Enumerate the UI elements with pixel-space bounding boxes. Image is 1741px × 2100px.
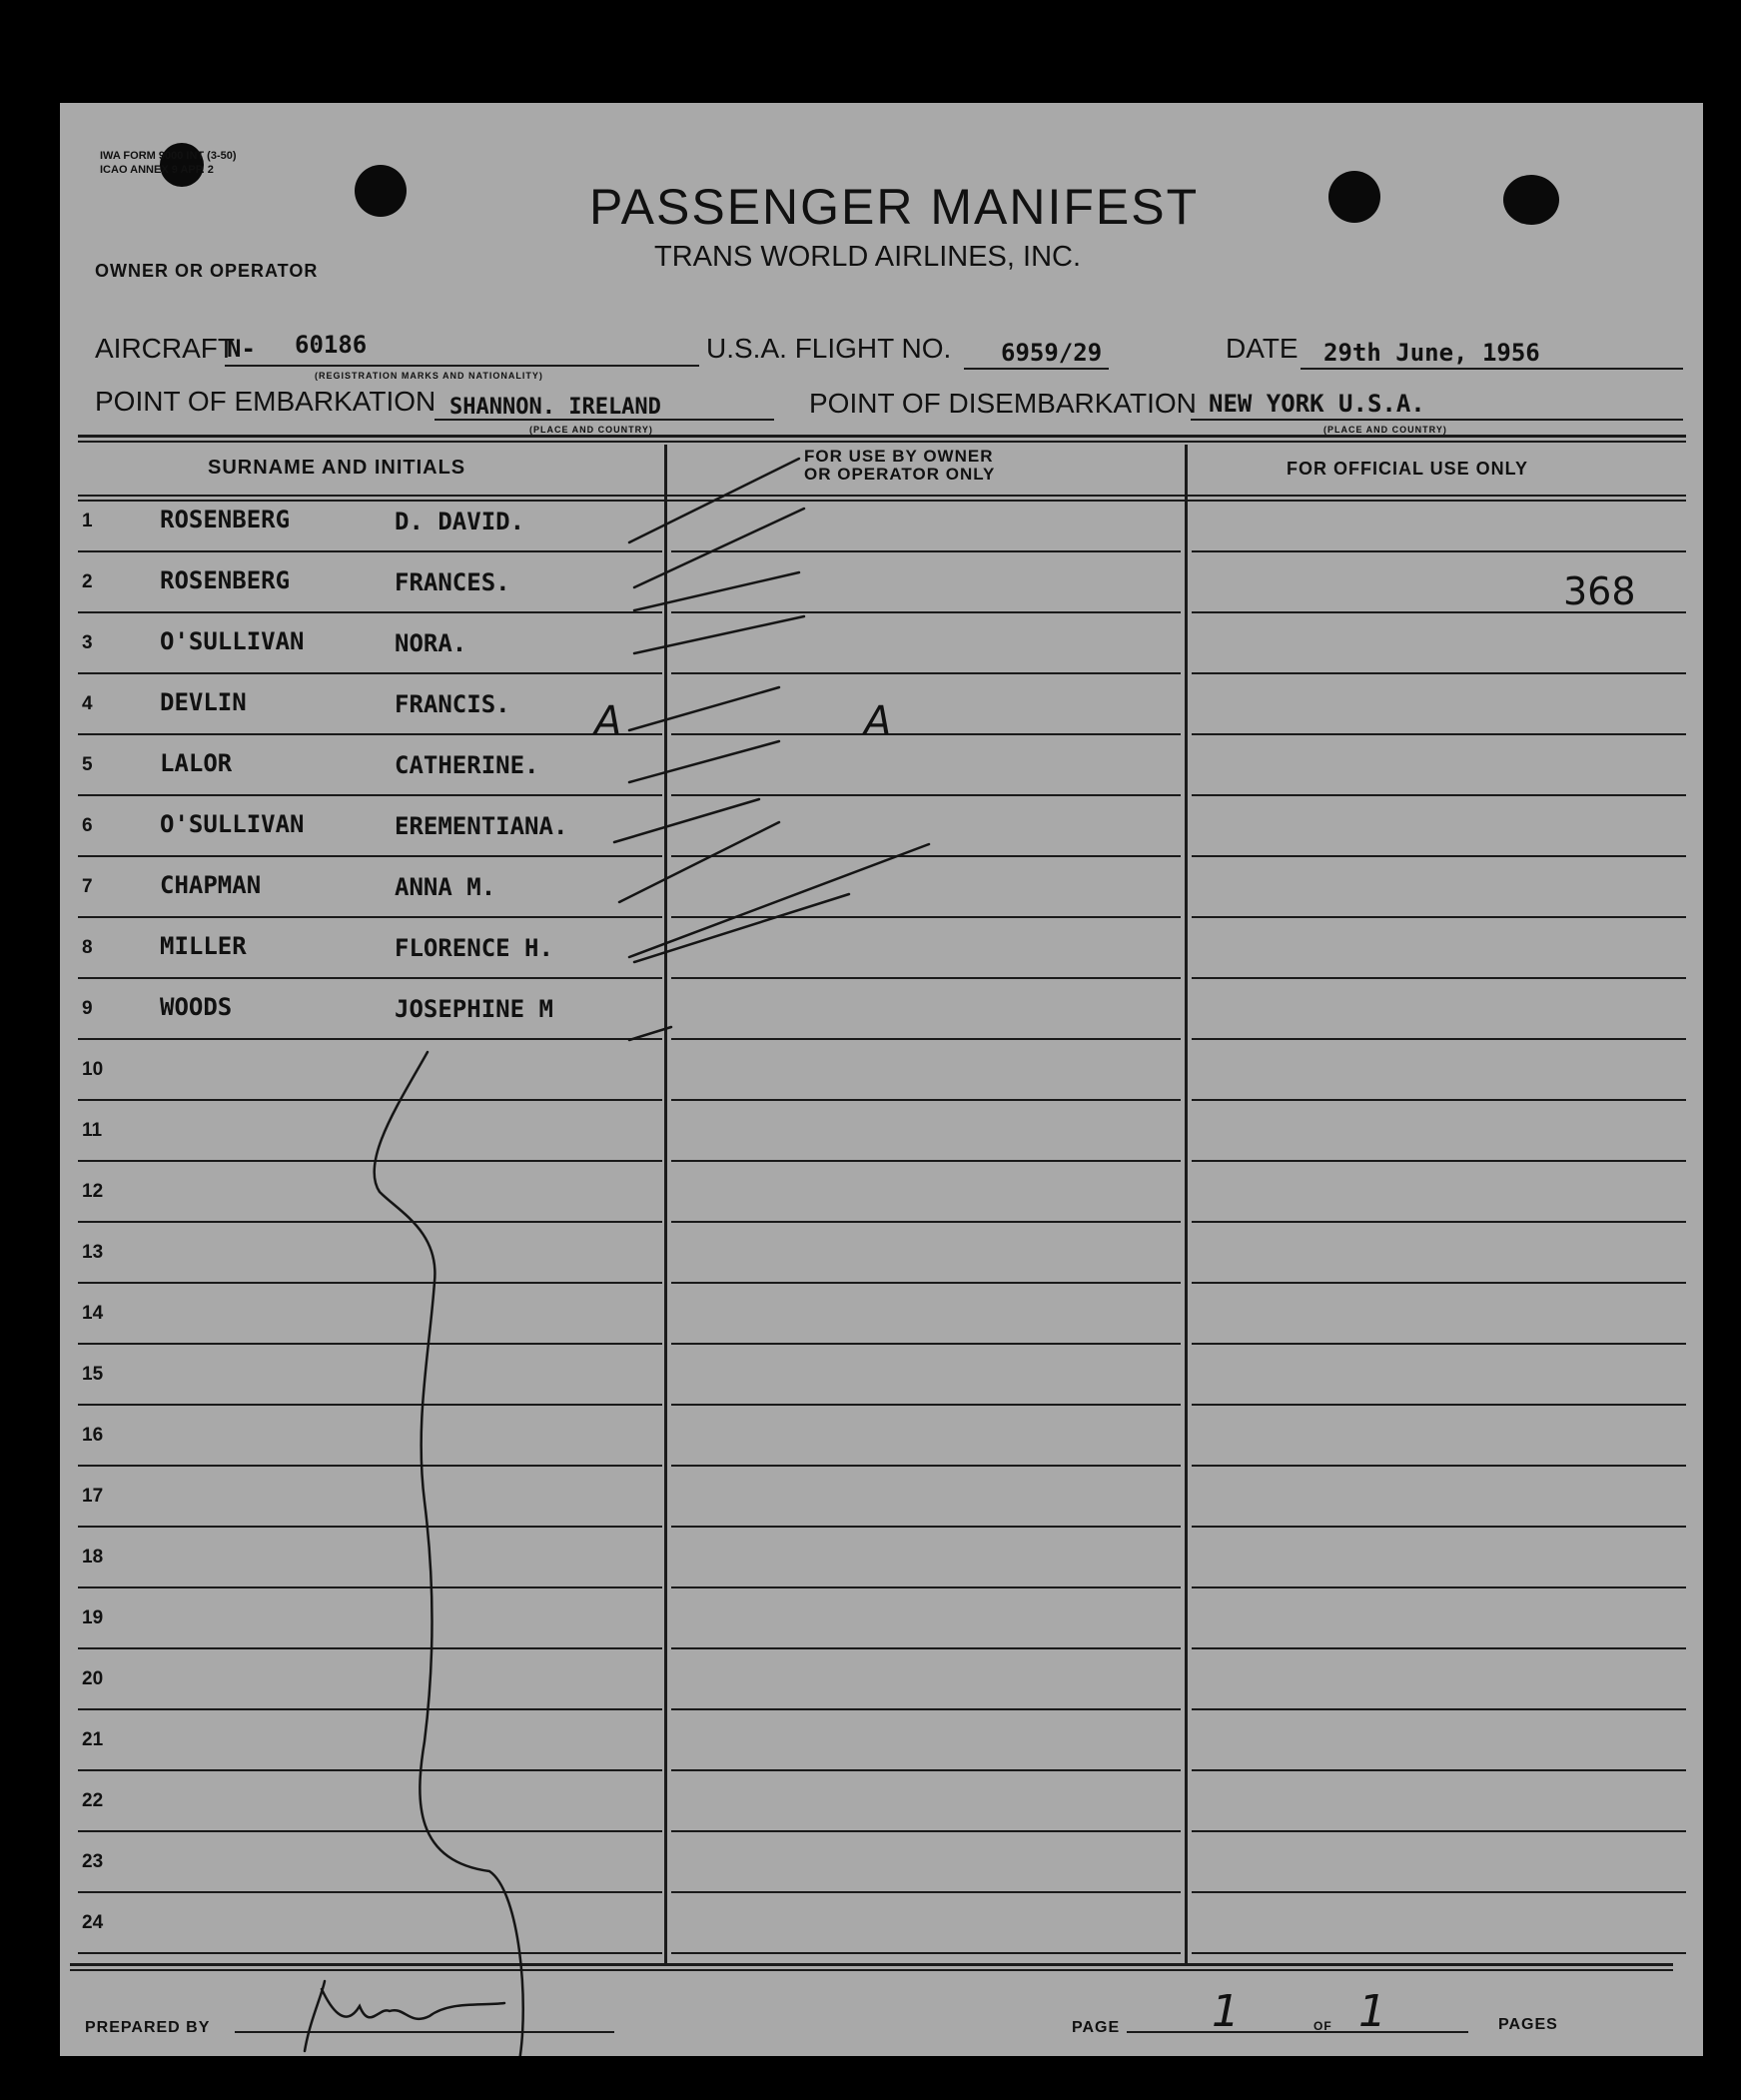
tick-mark	[629, 844, 929, 957]
disembark-caption: (PLACE AND COUNTRY)	[1323, 425, 1447, 435]
row-number: 17	[82, 1486, 104, 1507]
tick-mark	[634, 616, 804, 653]
date-label: DATE	[1226, 333, 1299, 364]
tick-mark	[634, 894, 849, 962]
row-number: 12	[82, 1181, 104, 1202]
airline-name: TRANS WORLD AIRLINES, INC.	[654, 241, 1082, 273]
prepared-by-label: PREPARED BY	[85, 2019, 211, 2036]
flight-value: 6959/29	[1001, 339, 1103, 367]
row-number: 19	[82, 1607, 104, 1628]
row-number: 8	[82, 937, 93, 958]
passenger-surname: MILLER	[160, 932, 247, 960]
form-number: IWA FORM 9000 INT (3-50) ICAO ANNEX 9 APP. 2	[100, 150, 237, 176]
aircraft-value: 60186	[295, 331, 368, 359]
official-number: 368	[1563, 569, 1636, 613]
embark-label: POINT OF EMBARKATION	[95, 386, 436, 417]
embark-value: SHANNON. IRELAND	[449, 395, 661, 420]
passenger-given-name: CATHERINE.	[395, 751, 539, 779]
passenger-given-name: FRANCIS.	[395, 690, 510, 718]
row-number: 15	[82, 1364, 104, 1385]
row-number: 5	[82, 754, 93, 775]
passenger-given-name: JOSEPHINE M	[395, 995, 553, 1023]
passenger-surname: LALOR	[160, 749, 233, 777]
passenger-given-name: D. DAVID.	[395, 508, 525, 535]
tick-mark	[629, 687, 779, 730]
flight-label: U.S.A. FLIGHT NO.	[706, 333, 952, 364]
row-number: 21	[82, 1729, 104, 1750]
tick-mark	[634, 572, 799, 610]
passenger-given-name: ANNA M.	[395, 873, 496, 901]
aircraft-label: AIRCRAFT	[95, 333, 235, 364]
passenger-given-name: FLORENCE H.	[395, 934, 553, 962]
tick-mark	[629, 459, 799, 542]
passenger-surname: ROSENBERG	[160, 506, 291, 533]
embark-caption: (PLACE AND COUNTRY)	[529, 425, 653, 435]
row-number: 2	[82, 571, 93, 592]
pages-label: PAGES	[1498, 2016, 1558, 2033]
row-number: 6	[82, 815, 93, 836]
row-number: 9	[82, 998, 93, 1019]
owner-label: OWNER OR OPERATOR	[95, 261, 319, 281]
row-number: 3	[82, 632, 93, 653]
row-number: 10	[82, 1059, 104, 1080]
aircraft-prefix: N-	[227, 335, 256, 363]
date-value: 29th June, 1956	[1323, 339, 1540, 367]
signature-stroke	[305, 1981, 504, 2051]
of-value: 1	[1358, 1986, 1386, 2037]
row-number: 1	[82, 511, 93, 531]
row-number: 22	[82, 1790, 104, 1811]
passenger-surname: O'SULLIVAN	[160, 810, 305, 838]
page-value: 1	[1212, 1986, 1240, 2037]
handwritten-mark: A	[594, 698, 622, 744]
row-number: 18	[82, 1547, 104, 1568]
passenger-surname: WOODS	[160, 993, 233, 1021]
tick-mark	[614, 799, 759, 842]
handwriting-overlay	[60, 103, 1703, 2056]
passenger-given-name: EREMENTIANA.	[395, 812, 568, 840]
manifest-sheet	[60, 103, 1703, 2056]
aircraft-caption: (REGISTRATION MARKS AND NATIONALITY)	[315, 371, 543, 381]
passenger-surname: O'SULLIVAN	[160, 627, 305, 655]
page-label: PAGE	[1072, 2019, 1121, 2036]
of-label: OF	[1313, 2019, 1332, 2033]
row-number: 14	[82, 1303, 104, 1324]
row-number: 7	[82, 876, 93, 897]
owner-column-header: FOR USE BY OWNER OR OPERATOR ONLY	[804, 447, 996, 484]
row-number: 16	[82, 1425, 104, 1446]
passenger-surname: ROSENBERG	[160, 566, 291, 594]
official-column-header: FOR OFFICIAL USE ONLY	[1287, 459, 1529, 479]
disembark-value: NEW YORK U.S.A.	[1209, 390, 1425, 418]
disembark-label: POINT OF DISEMBARKATION	[809, 388, 1197, 419]
row-number: 4	[82, 693, 93, 714]
row-number: 11	[82, 1120, 103, 1141]
surname-column-header: SURNAME AND INITIALS	[208, 457, 466, 479]
passenger-given-name: FRANCES.	[395, 568, 510, 596]
continuation-line	[375, 1052, 523, 2056]
tick-mark	[629, 1027, 671, 1040]
passenger-given-name: NORA.	[395, 629, 467, 657]
row-number: 13	[82, 1242, 104, 1263]
tick-mark	[634, 509, 804, 587]
row-number: 20	[82, 1668, 104, 1689]
row-number: 23	[82, 1851, 104, 1872]
row-number: 24	[82, 1912, 104, 1933]
passenger-surname: DEVLIN	[160, 688, 247, 716]
passenger-surname: CHAPMAN	[160, 871, 262, 899]
page-title: PASSENGER MANIFEST	[589, 179, 1200, 235]
handwritten-mark: A	[864, 698, 892, 744]
tick-mark	[629, 741, 779, 782]
